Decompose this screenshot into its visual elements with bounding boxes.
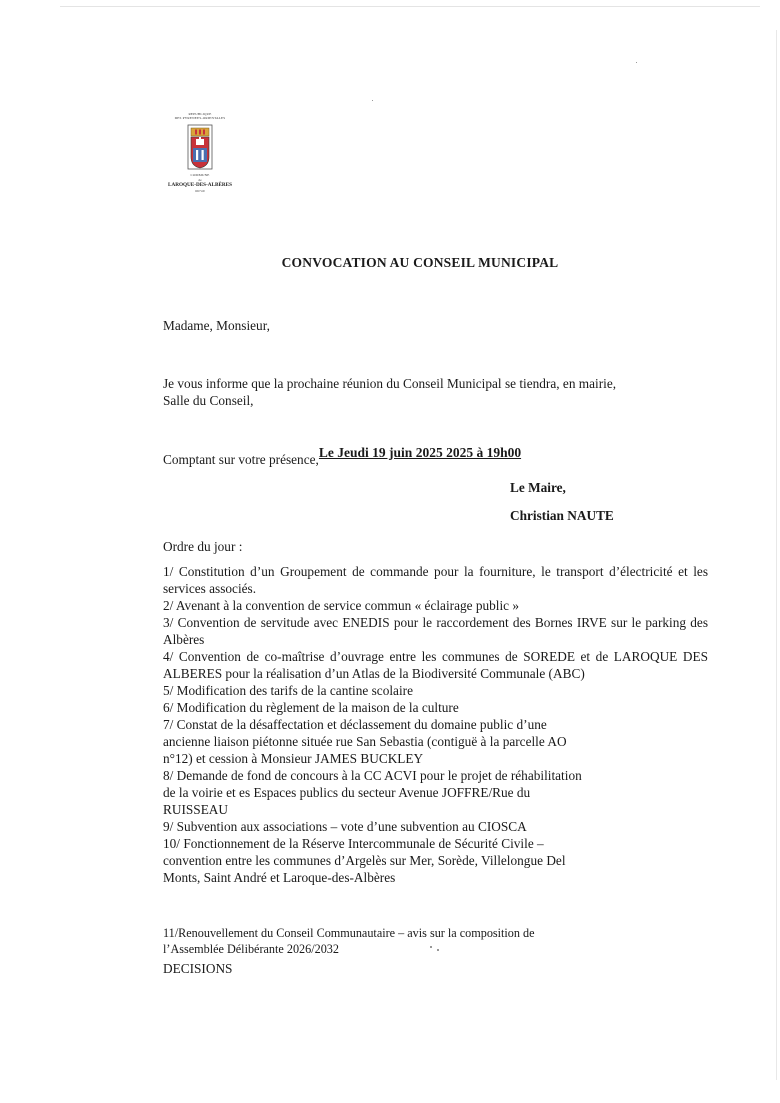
- agenda-item-11-line-1: 11/Renouvellement du Conseil Communautaire – avis sur la composition de: [163, 926, 535, 940]
- closing-line: Comptant sur votre présence,: [163, 452, 319, 467]
- agenda-item-10-line-1: 10/ Fonctionnement de la Réserve Intercommunale de Sécurité Civile –: [163, 836, 544, 851]
- agenda-list: [163, 563, 708, 886]
- seal-header-line1: REPUBLIQUE: [188, 112, 212, 116]
- agenda-item-11-line-2: l’Assemblée Délibérante 2026/2032: [163, 941, 339, 956]
- document-title: CONVOCATION AU CONSEIL MUNICIPAL: [281, 255, 559, 270]
- seal-postcode: 66740: [195, 188, 205, 193]
- agenda-item-8-line-1: 8/ Demande de fond de concours à la CC ACVI pour le projet de réhabilitation: [163, 768, 582, 783]
- scan-speck: [430, 946, 432, 948]
- seal-commune-label: COMMUNE: [190, 173, 210, 178]
- scan-edge-right: [776, 30, 777, 1080]
- agenda-item-11: [163, 926, 535, 957]
- meeting-date: [0, 445, 780, 461]
- agenda-item-8-line-2: de la voirie et es Espaces publics du secteur Avenue JOFFRE/Rue du: [163, 785, 531, 800]
- agenda-item-9: 9/ Subvention aux associations – vote d’une subvention au CIOSCA: [163, 819, 527, 834]
- signatory-name: Christian NAUTE: [510, 508, 614, 523]
- agenda-item-7-line-2: ancienne liaison piétonne située rue San Sebastia (contiguë à la parcelle AO: [163, 734, 567, 749]
- agenda-item-10-line-2: convention entre les communes d’Argelès sur Mer, Sorède, Villelongue Del: [163, 853, 566, 868]
- agenda-item-3: 3/ Convention de servitude avec ENEDIS pour le raccordement des Bornes IRVE sur le parking des Albères: [163, 615, 708, 647]
- agenda-item-4: 4/ Convention de co-maîtrise d’ouvrage entre les communes de SOREDE et de LAROQUE DES ALBERES pour la réalisation d’un Atlas de la Biodiversité Communale (ABC): [163, 649, 708, 681]
- seal-de-label: de: [198, 177, 202, 182]
- agenda-item-7-line-1: 7/ Constat de la désaffectation et déclassement du domaine public d’une: [163, 717, 547, 732]
- agenda-item-7-line-3: n°12) et cession à Monsieur JAMES BUCKLEY: [163, 751, 424, 766]
- scan-speck: [437, 949, 439, 951]
- intro-line-2: Salle du Conseil,: [163, 393, 254, 408]
- agenda-item-2: 2/ Avenant à la convention de service commun « éclairage public »: [163, 598, 520, 613]
- seal-header-line2: DES PYRENEES-ORIENTALES: [174, 116, 226, 121]
- scan-speck: [372, 100, 373, 101]
- meeting-date-text: Le Jeudi 19 juin 2025 2025 à 19h00: [318, 445, 522, 460]
- agenda-decisions: DECISIONS: [163, 961, 233, 976]
- intro-line-1: Je vous informe que la prochaine réunion du Conseil Municipal se tiendra, en mairie,: [163, 376, 617, 391]
- scan-edge-top: [60, 6, 760, 7]
- municipal-seal: [160, 112, 240, 193]
- signatory-role: Le Maire,: [510, 480, 566, 495]
- agenda-heading: Ordre du jour :: [163, 539, 243, 554]
- scan-speck: [636, 62, 637, 63]
- coat-of-arms-icon: [187, 124, 213, 170]
- salutation: Madame, Monsieur,: [163, 318, 270, 333]
- agenda-item-8-line-3: RUISSEAU: [163, 802, 229, 817]
- agenda-item-6: 6/ Modification du règlement de la maison de la culture: [163, 700, 459, 715]
- seal-town-name: LAROQUE-DES-ALBÈRES: [168, 181, 232, 188]
- agenda-item-10-line-3: Monts, Saint André et Laroque-des-Albères: [163, 870, 396, 885]
- agenda-item-5: 5/ Modification des tarifs de la cantine scolaire: [163, 683, 413, 698]
- agenda-item-1: 1/ Constitution d’un Groupement de commande pour la fourniture, le transport d’électricité et les services associés.: [163, 564, 708, 596]
